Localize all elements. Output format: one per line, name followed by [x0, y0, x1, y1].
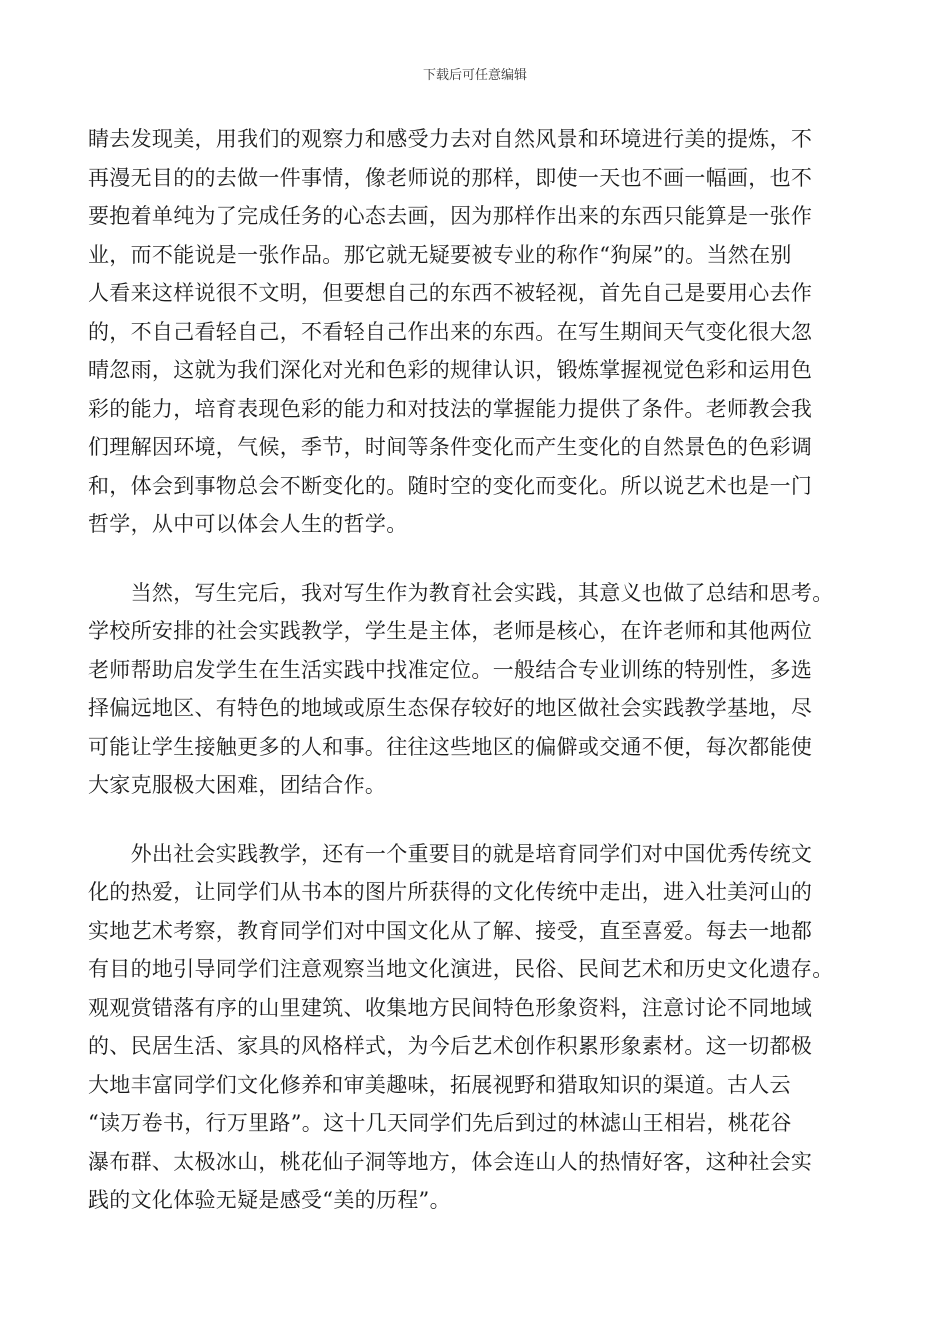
text-line: 再漫无目的的去做一件事情，像老师说的那样，即使一天也不画一幅画，也不 — [88, 165, 813, 190]
text-line: 业，而不能说是一张作品。那它就无疑要被专业的称作“狗屎”的。当然在别 — [88, 242, 792, 267]
text-line: 哲学，从中可以体会人生的哲学。 — [88, 512, 408, 536]
text-line: 老师帮助启发学生在生活实践中找准定位。一般结合专业训练的特别性，多选 — [88, 657, 813, 682]
text-line: 的、民居生活、家具的风格样式，为今后艺术创作积累形象素材。这一切都极 — [88, 1034, 813, 1058]
text-line: 彩的能力，培育表现色彩的能力和对技法的掌握能力提供了条件。老师教会我 — [88, 396, 813, 421]
text-line: 学校所安排的社会实践教学，学生是主体，老师是核心，在许老师和其他两位 — [88, 619, 813, 643]
text-line: 择偏远地区、有特色的地域或原生态保存较好的地区做社会实践教学基地，尽 — [88, 696, 813, 720]
text-line: 和，体会到事物总会不断变化的。随时空的变化而变化。所以说艺术也是一门 — [88, 473, 813, 498]
text-line: 外出社会实践教学，还有一个重要目的就是培育同学们对中国优秀传统文 — [88, 841, 813, 866]
document-body — [88, 120, 863, 1220]
paragraph-3 — [88, 835, 863, 1220]
text-line: 睛去发现美，用我们的观察力和感受力去对自然风景和环境进行美的提炼，不 — [88, 127, 813, 151]
text-line: “读万卷书，行万里路”。这十几天同学们先后到过的林滤山王相岩，桃花谷 — [88, 1111, 792, 1135]
page-header: 下载后可任意编辑 — [422, 68, 527, 83]
text-line: 的，不自己看轻自己，不看轻自己作出来的东西。在写生期间天气变化很大忽 — [88, 319, 813, 344]
text-line: 可能让学生接触更多的人和事。往往这些地区的偏僻或交通不便，每次都能使 — [88, 734, 813, 759]
text-line: 瀑布群、太极冰山，桃花仙子洞等地方，体会连山人的热情好客，这种社会实 — [88, 1149, 813, 1174]
text-line: 有目的地引导同学们注意观察当地文化演进，民俗、民间艺术和历史文化遗存。 — [88, 957, 834, 981]
text-line: 化的热爱，让同学们从书本的图片所获得的文化传统中走出，进入壮美河山的 — [88, 880, 813, 904]
text-line: 践的文化体验无疑是感受“美的历程”。 — [88, 1188, 451, 1212]
text-line: 观观赏错落有序的山里建筑、收集地方民间特色形象资料，注意讨论不同地域 — [88, 995, 813, 1020]
text-line: 实地艺术考察，教育同学们对中国文化从了解、接受，直至喜爱。每去一地都 — [88, 918, 813, 943]
text-line: 大地丰富同学们文化修养和审美趣味，拓展视野和猎取知识的渠道。古人云 — [88, 1072, 791, 1097]
paragraph-2 — [88, 574, 863, 805]
text-line: 们理解因环境，气候，季节，时间等条件变化而产生变化的自然景色的色彩调 — [88, 435, 813, 459]
text-line: 要抱着单纯为了完成任务的心态去画，因为那样作出来的东西只能算是一张作 — [88, 204, 813, 228]
text-line: 大家克服极大困难，团结合作。 — [88, 773, 387, 797]
paragraph-1 — [88, 120, 863, 544]
text-line: 人看来这样说很不文明，但要想自己的东西不被轻视，首先自己是要用心去作 — [88, 281, 813, 305]
text-line: 晴忽雨，这就为我们深化对光和色彩的规律认识，锻炼掌握视觉色彩和运用色 — [88, 358, 813, 382]
text-line: 当然，写生完后，我对写生作为教育社会实践，其意义也做了总结和思考。 — [88, 580, 834, 605]
